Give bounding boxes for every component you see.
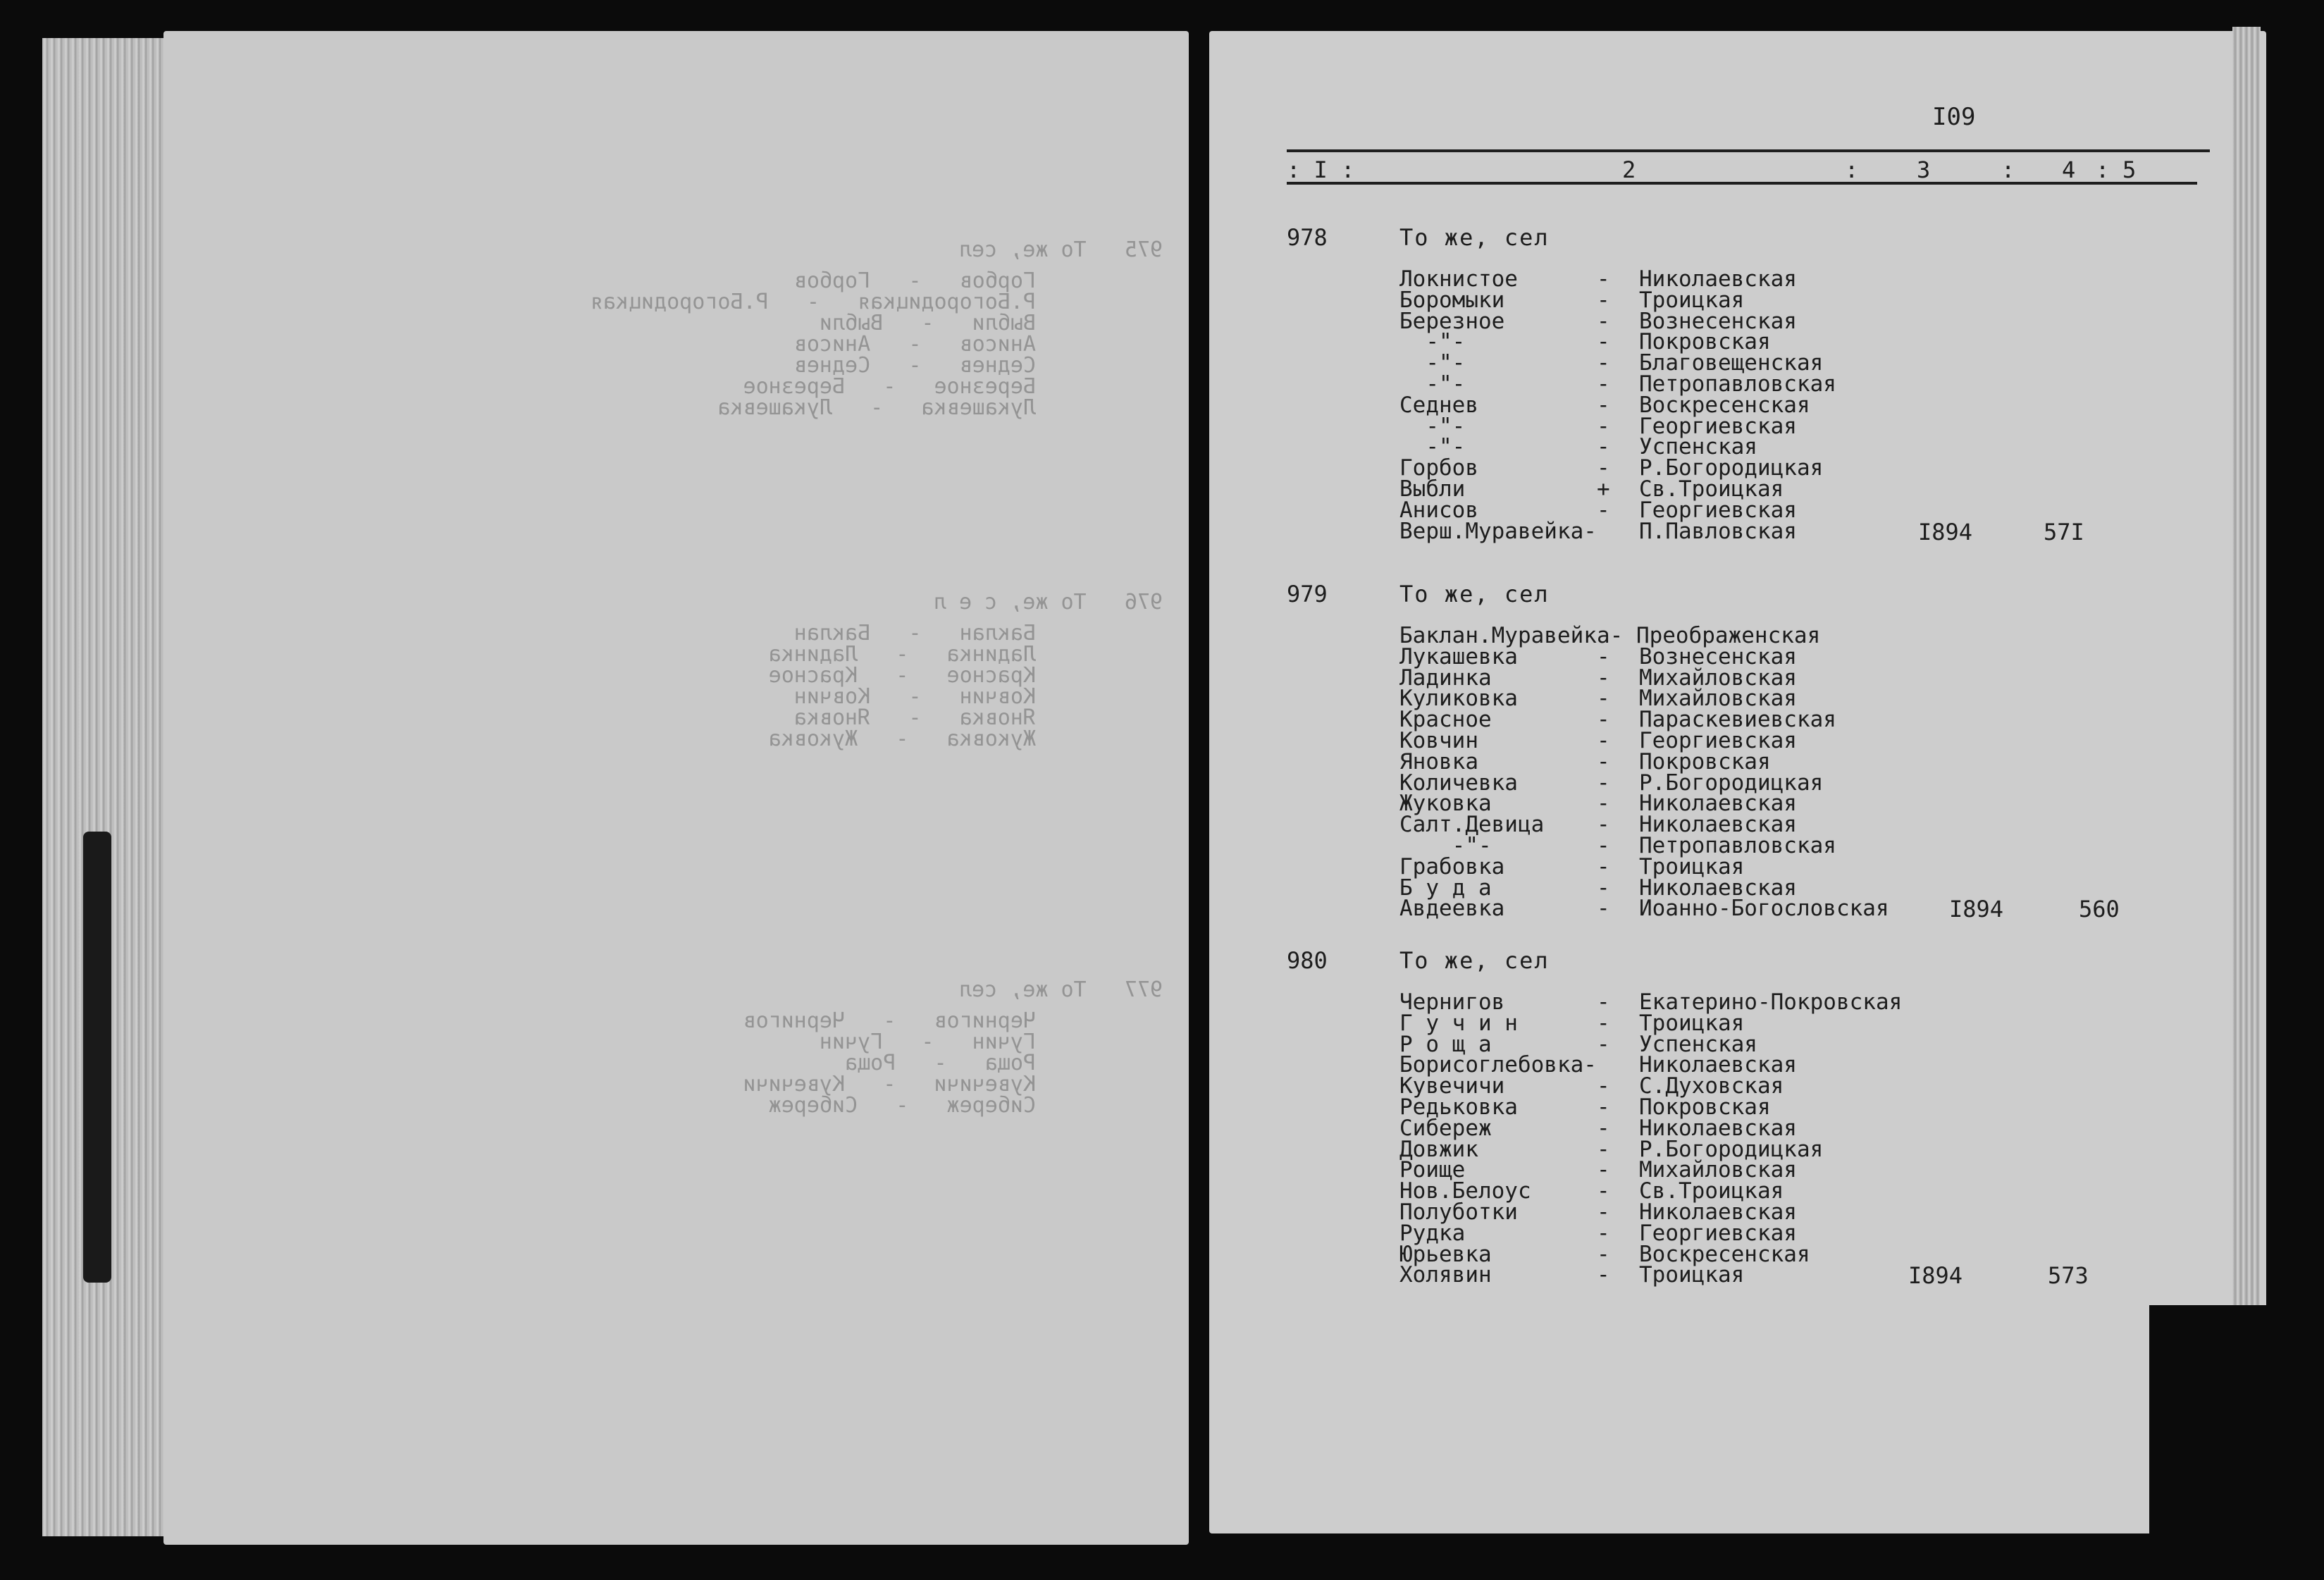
village-name: Г у ч и н	[1399, 1010, 1518, 1036]
dash-separator: -	[1597, 1010, 1610, 1036]
village-name: Выбли	[1399, 476, 1466, 502]
church-name: Параскевиевская	[1639, 707, 1836, 733]
church-name: Вознесенская	[1639, 308, 1797, 334]
village-name: -"-	[1399, 371, 1466, 397]
village-name: Б у д а	[1399, 875, 1492, 901]
church-name: Николаевская	[1639, 1052, 1797, 1078]
village-name: Баклан.Муравейка- Преображенская	[1399, 623, 1821, 648]
dash-separator: -	[1597, 392, 1610, 418]
village-name: Сибереж	[1399, 1115, 1492, 1141]
church-name: Воскресенская	[1639, 1241, 1810, 1267]
church-name: Георгиевская	[1639, 728, 1797, 753]
village-name: Куликовка	[1399, 686, 1518, 712]
church-name: С.Духовская	[1639, 1073, 1784, 1099]
church-name: П.Павловская	[1639, 518, 1797, 544]
show-through-row: Лукашевка - Лукашевка	[717, 395, 1036, 420]
column-separator: :	[2096, 156, 2110, 183]
dash-separator: -	[1597, 896, 1610, 922]
show-through-row: Роща - Роща	[845, 1051, 1036, 1075]
church-name: Николаевская	[1639, 875, 1797, 901]
show-through-row: Яновка - Яновка	[793, 705, 1036, 730]
village-name: Количевка	[1399, 770, 1518, 796]
church-name: Св.Троицкая	[1639, 476, 1784, 502]
dash-separator: -	[1597, 728, 1610, 753]
dash-separator: -	[1597, 497, 1610, 523]
entry-heading: То же, сел	[1399, 224, 1550, 251]
church-name: Р.Богородицкая	[1639, 1136, 1824, 1162]
header-rule-bottom	[1287, 182, 2197, 185]
village-name: Довжик	[1399, 1136, 1478, 1162]
village-name: Нов.Белоус	[1399, 1178, 1531, 1204]
village-name: Ладинка	[1399, 665, 1492, 691]
dash-separator: -	[1597, 833, 1610, 858]
church-name: Троицкая	[1639, 1010, 1745, 1036]
village-name: -"-	[1399, 413, 1466, 439]
dash-separator: -	[1597, 686, 1610, 712]
show-through-row: Березное - Березное	[743, 374, 1036, 399]
church-name: Покровская	[1639, 1094, 1771, 1120]
church-name: Св.Троицкая	[1639, 1178, 1784, 1204]
village-name: Роище	[1399, 1157, 1466, 1183]
right-page-edges	[2232, 27, 2261, 1316]
church-name: Р.Богородицкая	[1639, 455, 1824, 481]
village-name: Анисов	[1399, 497, 1478, 523]
church-name: Николаевская	[1639, 1199, 1797, 1225]
village-name: Грабовка	[1399, 853, 1505, 880]
church-name: Екатерино-Покровская	[1639, 989, 1903, 1015]
church-name: Воскресенская	[1639, 392, 1810, 418]
book-page-edges	[42, 38, 176, 1536]
village-name: Салт.Девица	[1399, 812, 1545, 838]
show-through-row: Гучин - Гучин	[819, 1030, 1036, 1054]
village-name: Р о щ а	[1399, 1031, 1492, 1057]
dash-separator: -	[1597, 350, 1610, 376]
dash-separator: -	[1597, 329, 1610, 355]
village-name: Локнистое	[1399, 266, 1518, 292]
church-name: Николаевская	[1639, 812, 1797, 838]
dash-separator: -	[1597, 1073, 1610, 1099]
binding-shadow	[83, 832, 111, 1283]
village-name: Боромыки	[1399, 287, 1505, 313]
church-name: Петропавловская	[1639, 371, 1836, 397]
church-name: Троицкая	[1639, 853, 1745, 880]
village-name: Борисоглебовка-	[1399, 1052, 1597, 1078]
dash-separator: -	[1597, 643, 1610, 669]
left-page-show-through	[331, 106, 1177, 1445]
show-through-row: Р.Богородицкая - Р.Богородицкая	[590, 290, 1036, 314]
village-name: Ковчин	[1399, 728, 1478, 753]
church-name: Троицкая	[1639, 287, 1745, 313]
dash-separator: -	[1597, 1136, 1610, 1162]
village-name: Горбов	[1399, 455, 1478, 481]
dash-separator: -	[1597, 770, 1610, 796]
year-value: I894	[1908, 1262, 1963, 1290]
church-name: Николаевская	[1639, 1115, 1797, 1141]
church-name: Георгиевская	[1639, 1220, 1797, 1246]
year-value: I894	[1918, 518, 1973, 545]
show-through-row: Сибереж - Сибереж	[768, 1093, 1036, 1118]
church-name: Вознесенская	[1639, 643, 1797, 669]
village-name: Кувечичи	[1399, 1073, 1505, 1099]
show-through-row: Ковчин - Ковчин	[793, 684, 1036, 709]
dash-separator: -	[1597, 455, 1610, 481]
count-value: 573	[2048, 1262, 2089, 1290]
village-name: Красное	[1399, 707, 1492, 733]
column-header-4: 4	[2062, 156, 2076, 183]
show-through-heading: 975 То же, сел	[959, 237, 1163, 262]
dash-separator: -	[1597, 266, 1610, 292]
show-through-row: Выбли - Выбли	[819, 311, 1036, 335]
dash-separator: -	[1597, 853, 1610, 880]
village-name: Холявин	[1399, 1262, 1492, 1288]
entry-number: 979	[1287, 581, 1328, 607]
village-name: Юрьевка	[1399, 1241, 1492, 1267]
dash-separator: -	[1597, 1094, 1610, 1120]
show-through-row: Седнев - Седнев	[793, 353, 1036, 378]
church-name: Р.Богородицкая	[1639, 770, 1824, 796]
entry-number: 980	[1287, 947, 1328, 974]
show-through-row: Красное - Красное	[768, 663, 1036, 688]
show-through-row: Анисов - Анисов	[793, 332, 1036, 357]
village-name: Березное	[1399, 308, 1505, 334]
column-separator: :	[2001, 156, 2015, 183]
church-name: Успенская	[1639, 434, 1757, 460]
village-name: -"-	[1399, 329, 1466, 355]
church-name: Иоанно-Богословская	[1639, 896, 1889, 922]
entry-number: 978	[1287, 224, 1328, 251]
column-header-3: 3	[1917, 156, 1931, 183]
dash-separator: -	[1597, 287, 1610, 313]
page-number: I09	[1932, 103, 1976, 131]
church-name: Георгиевская	[1639, 497, 1797, 523]
show-through-row: Ладинка - Ладинка	[768, 642, 1036, 667]
dash-separator: -	[1597, 1220, 1610, 1246]
village-name: -"-	[1399, 434, 1466, 460]
dash-separator: -	[1597, 748, 1610, 774]
village-name: Рудка	[1399, 1220, 1466, 1246]
column-separator: :	[1845, 156, 1859, 183]
church-name: Михайловская	[1639, 686, 1797, 712]
dash-separator: -	[1597, 1115, 1610, 1141]
dash-separator: -	[1597, 791, 1610, 817]
entry-heading: То же, сел	[1399, 581, 1550, 607]
count-value: 560	[2079, 896, 2120, 923]
column-header-2: 2	[1622, 156, 1636, 183]
church-name: Покровская	[1639, 748, 1771, 774]
entry-heading: То же, сел	[1399, 947, 1550, 974]
dash-separator: -	[1597, 989, 1610, 1015]
header-rule-top	[1287, 149, 2210, 152]
show-through-row: Жуковка - Жуковка	[768, 727, 1036, 751]
dash-separator: -	[1597, 1241, 1610, 1267]
dash-separator: -	[1597, 1262, 1610, 1288]
church-name: Михайловская	[1639, 1157, 1797, 1183]
dash-separator: -	[1597, 413, 1610, 439]
village-name: Авдеевка	[1399, 896, 1505, 922]
column-header-5: 5	[2122, 156, 2137, 183]
dash-separator: -	[1597, 665, 1610, 691]
church-name: Николаевская	[1639, 266, 1797, 292]
dash-separator: -	[1597, 1178, 1610, 1204]
show-through-heading: 977 То же, сел	[959, 977, 1163, 1002]
church-name: Успенская	[1639, 1031, 1757, 1057]
village-name: Чернигов	[1399, 989, 1505, 1015]
village-name: -"-	[1399, 350, 1466, 376]
column-header-1: : I :	[1287, 156, 1355, 183]
dash-separator: -	[1597, 371, 1610, 397]
village-name: Лукашевка	[1399, 643, 1518, 669]
show-through-row: Чернигов - Чернигов	[743, 1008, 1036, 1033]
show-through-row: Баклан - Баклан	[793, 621, 1036, 646]
count-value: 57I	[2044, 518, 2084, 545]
church-name: Георгиевская	[1639, 413, 1797, 439]
village-name: Жуковка	[1399, 791, 1492, 817]
show-through-row: Кувечичи - Кувечичи	[743, 1072, 1036, 1097]
dash-separator: -	[1597, 308, 1610, 334]
dash-separator: -	[1597, 1157, 1610, 1183]
church-name: Троицкая	[1639, 1262, 1745, 1288]
dash-separator: -	[1597, 707, 1610, 733]
dash-separator: +	[1597, 476, 1610, 502]
show-through-heading: 976 То же, с е л	[933, 590, 1163, 615]
dash-separator: -	[1597, 875, 1610, 901]
dash-separator: -	[1597, 812, 1610, 838]
village-name: Редьковка	[1399, 1094, 1518, 1120]
show-through-row: Горбов - Горбов	[793, 269, 1036, 293]
church-name: Николаевская	[1639, 791, 1797, 817]
village-name: Полуботки	[1399, 1199, 1518, 1225]
dash-separator: -	[1597, 434, 1610, 460]
dash-separator: -	[1597, 1031, 1610, 1057]
page-corner-cutout	[2149, 1305, 2324, 1580]
church-name: Михайловская	[1639, 665, 1797, 691]
church-name: Благовещенская	[1639, 350, 1824, 376]
church-name: Петропавловская	[1639, 833, 1836, 858]
dash-separator: -	[1597, 1199, 1610, 1225]
village-name: Яновка	[1399, 748, 1478, 774]
village-name: Седнев	[1399, 392, 1478, 418]
church-name: Покровская	[1639, 329, 1771, 355]
village-name: -"-	[1399, 833, 1492, 858]
village-name: Верш.Муравейка-	[1399, 518, 1597, 544]
year-value: I894	[1949, 896, 2004, 923]
